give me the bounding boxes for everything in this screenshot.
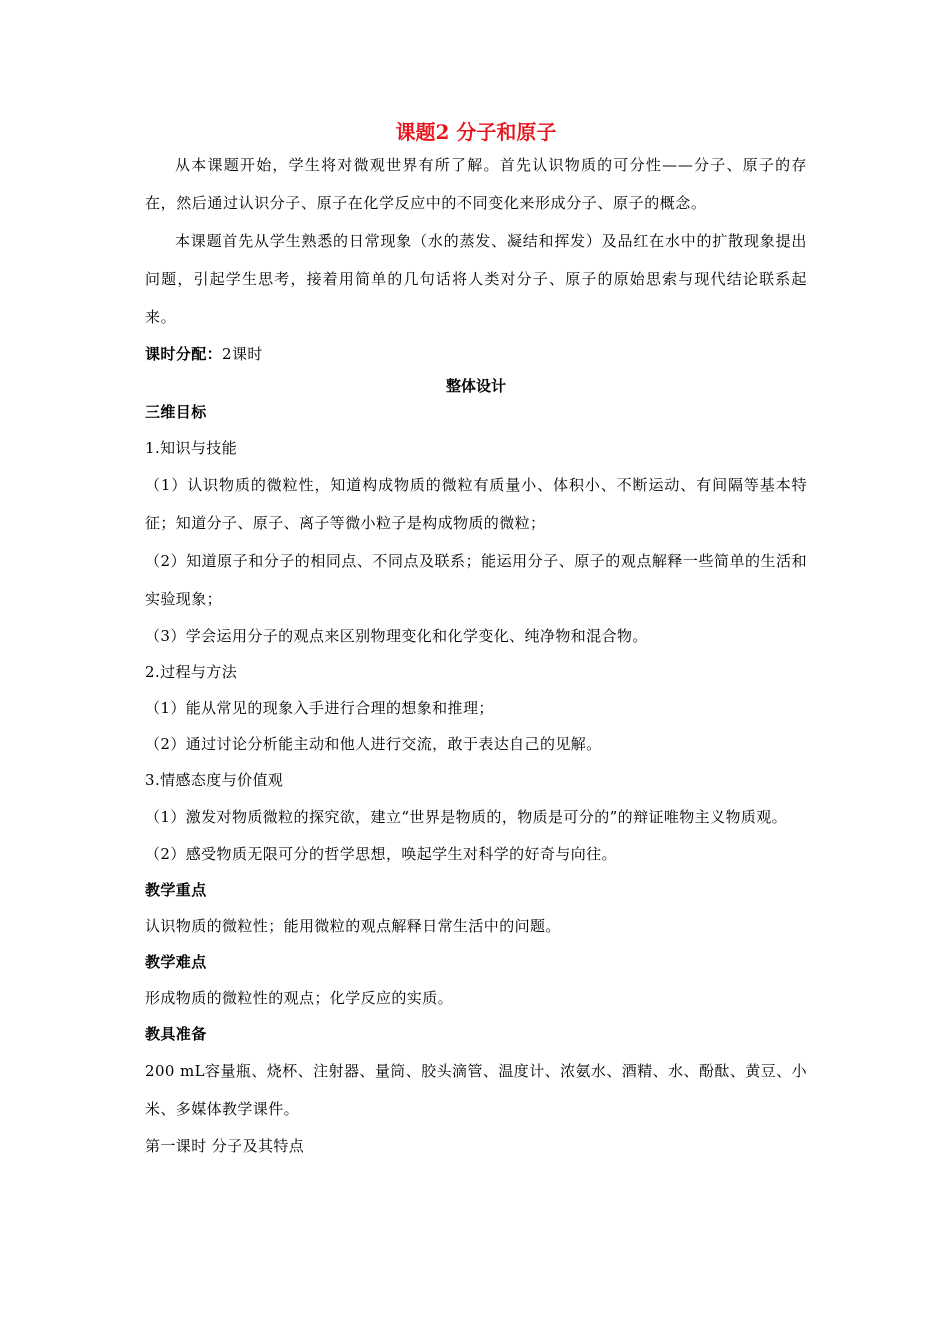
- objective-section-3-title: 3.情感态度与价值观: [145, 771, 284, 789]
- schedule-label: 课时分配：: [145, 345, 223, 363]
- document-page: [145, 118, 807, 1164]
- intro-paragraph-2: 本课题首先从学生熟悉的日常现象（水的蒸发、凝结和挥发）及品红在水中的扩散现象提出问题，引起学生思考，接着用简单的几句话将人类对分子、原子的原始思索与现代结论联系起来。: [145, 232, 807, 326]
- objectives-heading: 三维目标: [145, 403, 207, 421]
- difficulties-text: 形成物质的微粒性的观点；化学反应的实质。: [145, 989, 454, 1007]
- objective-1-item-3: （3）学会运用分子的观点来区别物理变化和化学变化、纯净物和混合物。: [145, 627, 648, 645]
- objective-section-2-title: 2.过程与方法: [145, 663, 238, 681]
- objective-1-item-1: （1）认识物质的微粒性，知道构成物质的微粒有质量小、体积小、不断运动、有间隔等基本特征；知道分子、原子、离子等微小粒子是构成物质的微粒；: [145, 476, 807, 532]
- objective-2-item-1: （1）能从常见的现象入手进行合理的想象和推理；: [145, 699, 494, 717]
- objective-section-1-title: 1.知识与技能: [145, 439, 238, 457]
- materials-heading: 教具准备: [145, 1025, 207, 1043]
- lesson-1-title: 第一课时 分子及其特点: [145, 1137, 305, 1155]
- schedule-value: 2课时: [222, 345, 263, 363]
- objective-2-item-2: （2）通过讨论分析能主动和他人进行交流，敢于表达自己的见解。: [145, 735, 602, 753]
- document-title: 课题2 分子和原子: [395, 120, 557, 144]
- intro-paragraph-1: 从本课题开始，学生将对微观世界有所了解。首先认识物质的可分性——分子、原子的存在，然后通过认识分子、原子在化学反应中的不同变化来形成分子、原子的概念。: [145, 156, 807, 212]
- overall-design-heading: 整体设计: [445, 377, 506, 395]
- key-points-text: 认识物质的微粒性；能用微粒的观点解释日常生活中的问题。: [145, 917, 561, 935]
- objective-1-item-2: （2）知道原子和分子的相同点、不同点及联系；能运用分子、原子的观点解释一些简单的生活和实验现象；: [145, 552, 807, 608]
- materials-text: 200 mL容量瓶、烧杯、注射器、量筒、胶头滴管、温度计、浓氨水、酒精、水、酚酞、黄豆、小米、多媒体教学课件。: [145, 1062, 807, 1118]
- difficulties-heading: 教学难点: [145, 953, 207, 971]
- objective-3-item-1: （1）激发对物质微粒的探究欲，建立“世界是物质的，物质是可分的”的辩证唯物主义物质观。: [145, 808, 788, 826]
- objective-3-item-2: （2）感受物质无限可分的哲学思想，唤起学生对科学的好奇与向往。: [145, 845, 617, 863]
- key-points-heading: 教学重点: [145, 881, 207, 899]
- schedule-line: [145, 336, 807, 372]
